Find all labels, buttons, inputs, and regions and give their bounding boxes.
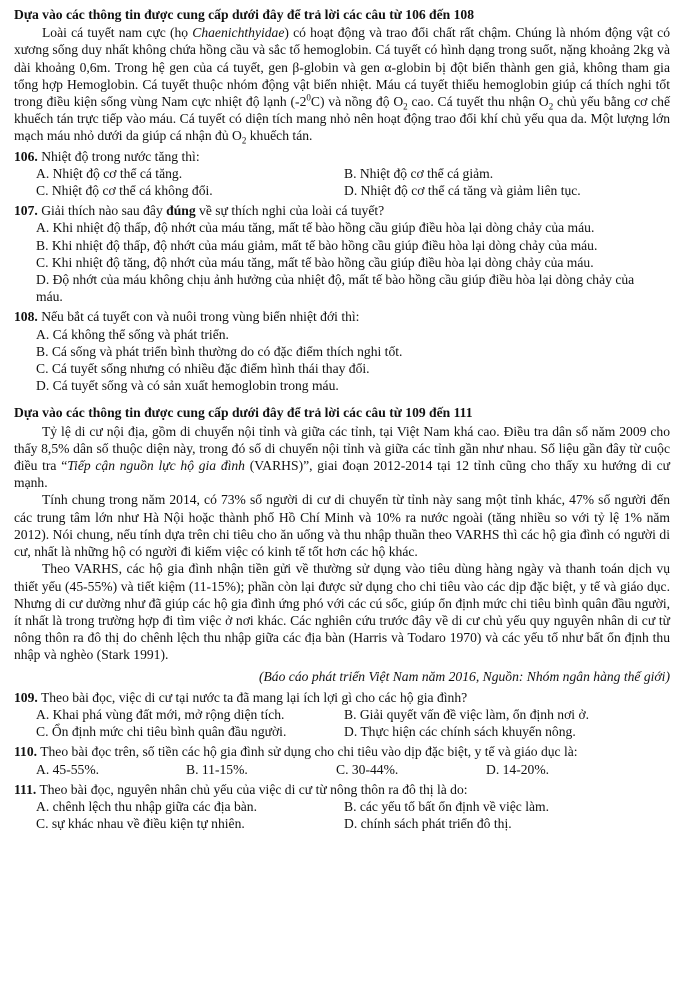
option-a[interactable]: A. Khai phá vùng đất mới, mở rộng diện tích. xyxy=(36,706,285,722)
question-text: Theo bài đọc trên, số tiền các hộ gia đình sử dụng cho chi tiêu vào dịp đặc biệt, y tế và giáo dục là: xyxy=(37,744,578,760)
question-number: 106. xyxy=(14,148,38,164)
option-a[interactable]: A. chênh lệch thu nhập giữa các địa bàn. xyxy=(36,798,258,814)
question-text: Nhiệt độ trong nước tăng thì: xyxy=(37,148,200,164)
question-text: Theo bài đọc, việc di cư tại nước ta đã mang lại ích lợi gì cho các hộ gia đình? xyxy=(37,689,468,705)
option-d[interactable]: D. chính sách phát triển đô thị. xyxy=(344,816,512,832)
option-c[interactable]: C. Ổn định mức chi tiêu bình quân đầu người. xyxy=(36,724,287,740)
option-d[interactable]: D. Nhiệt độ cơ thể cá tăng và giảm liên tục. xyxy=(344,183,581,199)
section2-paragraph-1: Tỷ lệ di cư nội địa, gồm di chuyển nội tỉnh và giữa các tỉnh, tại Việt Nam khá cao. Điều tra dân số năm 2009 cho thấy 8,5% dân số thuộc diện này, trong đó số di chuyển nội tỉnh và giữa các tỉnh gần như nhau. Số liệu gần đây từ cuộc điều tra “Tiếp cận nguồn lực hộ gia đình (VARHS)”, giai đoạn 2012-2014 tại 12 tỉnh cũng cho thấy xu hướng di cư mạnh. xyxy=(14,423,670,491)
question-text: Theo bài đọc, nguyên nhân chủ yếu của việc di cư từ nông thôn ra đô thị là do: xyxy=(36,781,468,797)
section2-heading: Dựa vào các thông tin được cung cấp dưới đây để trả lời các câu từ 109 đến 111 xyxy=(14,405,473,421)
question-text: Nếu bắt cá tuyết con và nuôi trong vùng biển nhiệt đới thì: xyxy=(37,309,360,325)
question-107: 107. Giải thích nào sau đây đúng về sự thích nghi của loài cá tuyết? A. Khi nhiệt độ thấp, độ nhớt của máu tăng, mất tế bào hồng cầu giúp điều hòa lại dòng chảy của máu. B. Khi nhiệt độ thấp, độ nhớt của máu giảm, mất tế bào hồng cầu giúp điều hòa lại dòng chảy của máu. C. Khi nhiệt độ tăng, độ nhớt của máu tăng, mất tế bào hồng cầu giúp điều hòa lại dòng chảy của máu. D. Độ nhớt của máu không chịu ảnh hưởng của nhiệt độ, mất tế bào hồng cầu giúp điều hòa lại dòng chảy của máu. xyxy=(14,202,670,305)
option-a[interactable]: A. 45-55%. xyxy=(36,761,100,777)
section1-passage: Loài cá tuyết nam cực (họ Chaenichthyidae) có hoạt động và trao đổi chất rất chậm. Chúng là nhóm động vật có xương sống duy nhất không chứa hồng cầu và sắc tố hemoglobin. Cá tuyết có hình dạng trong suốt, nặng khoảng 2kg và dài khoảng 0,6m. Trong hệ gen của cá tuyết, gen β-globin và gen α-globin bị đột biến thành gen giả, không tham gia tổng hợp Hemoglobin. Cá tuyết thuộc nhóm động vật biến nhiệt. Máu cá tuyết thiếu hemoglobin giúp cá thích nghi tốt trong điều kiện sống vùng Nam cực nhiệt độ lạnh $(-2^0C)$ và nồng độ $O_2$ cao. Cá tuyết thu nhận $O_2$ chủ yếu bằng cơ chế khuếch tán trực tiếp vào máu. Cá tuyết có diện tích mang nhỏ nên hoạt động trao đổi khí chủ yếu qua da. Một lượng lớn mạch máu nhỏ dưới da giúp cá nhận đủ $O_2$ khuếch tán. xyxy=(14,25,671,147)
question-111 xyxy=(14,781,670,833)
emphasis: đúng xyxy=(166,203,196,219)
option-c[interactable]: C. Cá tuyết sống nhưng có nhiều đặc điểm hình thái thay đổi. xyxy=(36,361,370,377)
option-d[interactable]: D. Thực hiện các chính sách khuyến nông. xyxy=(344,724,576,740)
option-a[interactable]: A. Nhiệt độ cơ thể cá tăng. xyxy=(36,165,183,181)
option-d[interactable]: D. 14-20%. xyxy=(486,761,550,777)
question-110 xyxy=(14,743,670,777)
question-number: 108. xyxy=(14,309,38,325)
option-c[interactable]: C. Khi nhiệt độ tăng, độ nhớt của máu tăng, mất tế bào hồng cầu giúp điều hòa lại dòng chảy của máu. xyxy=(36,254,594,270)
question-109 xyxy=(14,689,670,741)
option-b[interactable]: B. Nhiệt độ cơ thể cá giảm. xyxy=(344,165,494,181)
option-d[interactable]: D. Cá tuyết sống và có sản xuất hemoglobin trong máu. xyxy=(36,378,339,394)
question-106 xyxy=(14,148,670,200)
section2-paragraph-3: Theo VARHS, các hộ gia đình nhận tiền gửi về thường sử dụng vào tiêu dùng hàng ngày và thanh toán dịch vụ thiết yếu (45-55%) và tiết kiệm (11-15%); phần còn lại được sử dụng cho chi tiêu vào các dịp đặc biệt, y tế và giáo dục. Nhưng di cư dường như đã giúp các hộ gia đình ứng phó với các cú sốc, giúp ổn định mức chi tiêu bình quân đầu người, ít nhất là trong trường hợp đi tìm việc ở nơi khác. Các nghiên cứu trước đây về di cư chủ yếu quy nguyên nhân di cư từ nông thôn ra đô thị do chênh lệch thu nhập giữa các địa bàn (Harris và Todaro 1970) và các yếu tố như bất ổn định thu nhập và nghèo (Stark 1991). xyxy=(14,561,670,663)
source-citation: (Báo cáo phát triển Việt Nam năm 2016, Nguồn: Nhóm ngân hàng thế giới) xyxy=(258,668,670,684)
question-number: 111. xyxy=(14,781,37,797)
question-108 xyxy=(14,308,670,394)
option-b[interactable]: B. Giải quyết vấn đề việc làm, ổn định nơi ở. xyxy=(344,706,590,722)
option-b[interactable]: B. 11-15%. xyxy=(186,761,248,777)
option-d[interactable]: D. Độ nhớt của máu không chịu ảnh hưởng của nhiệt độ, mất tế bào hồng cầu giúp điều hòa lại dòng chảy của máu. xyxy=(36,272,635,305)
question-number: 109. xyxy=(14,689,38,705)
option-a[interactable]: A. Cá không thể sống và phát triển. xyxy=(36,326,229,342)
option-c[interactable]: C. sự khác nhau về điều kiện tự nhiên. xyxy=(36,816,245,832)
section1-heading: Dựa vào các thông tin được cung cấp dưới đây để trả lời các câu từ 106 đến 108 xyxy=(14,7,475,22)
option-b[interactable]: B. các yếu tố bất ổn định về việc làm. xyxy=(344,798,549,814)
question-number: 110. xyxy=(14,744,38,760)
option-b[interactable]: B. Cá sống và phát triển bình thường do có đặc điểm thích nghi tốt. xyxy=(36,343,403,359)
option-c[interactable]: C. Nhiệt độ cơ thể cá không đổi. xyxy=(36,183,213,199)
option-b[interactable]: B. Khi nhiệt độ thấp, độ nhớt của máu giảm, mất tế bào hồng cầu giúp điều hòa lại dòng chảy của máu. xyxy=(36,237,598,253)
option-c[interactable]: C. 30-44%. xyxy=(336,761,399,777)
question-number: 107. xyxy=(14,203,38,219)
option-a[interactable]: A. Khi nhiệt độ thấp, độ nhớt của máu tăng, mất tế bào hồng cầu giúp điều hòa lại dòng chảy của máu. xyxy=(36,220,595,236)
section2-paragraph-2: Tính chung trong năm 2014, có 73% số người di cư di chuyển từ tỉnh này sang một tỉnh khác, 47% số người đến các trung tâm lớn như Hà Nội hoặc thành phố Hồ Chí Minh và 10% ra nước ngoài (tăng nhiều so với tỷ lệ 1% năm 2012). Nói chung, nếu tính dựa trên chi tiêu cho ăn uống và thu nhập thuần theo VARHS thì các hộ gia đình có người di cư, nhất là những hộ có người đi kiếm việc có kinh tế tốt hơn các hộ khác. xyxy=(14,492,670,560)
